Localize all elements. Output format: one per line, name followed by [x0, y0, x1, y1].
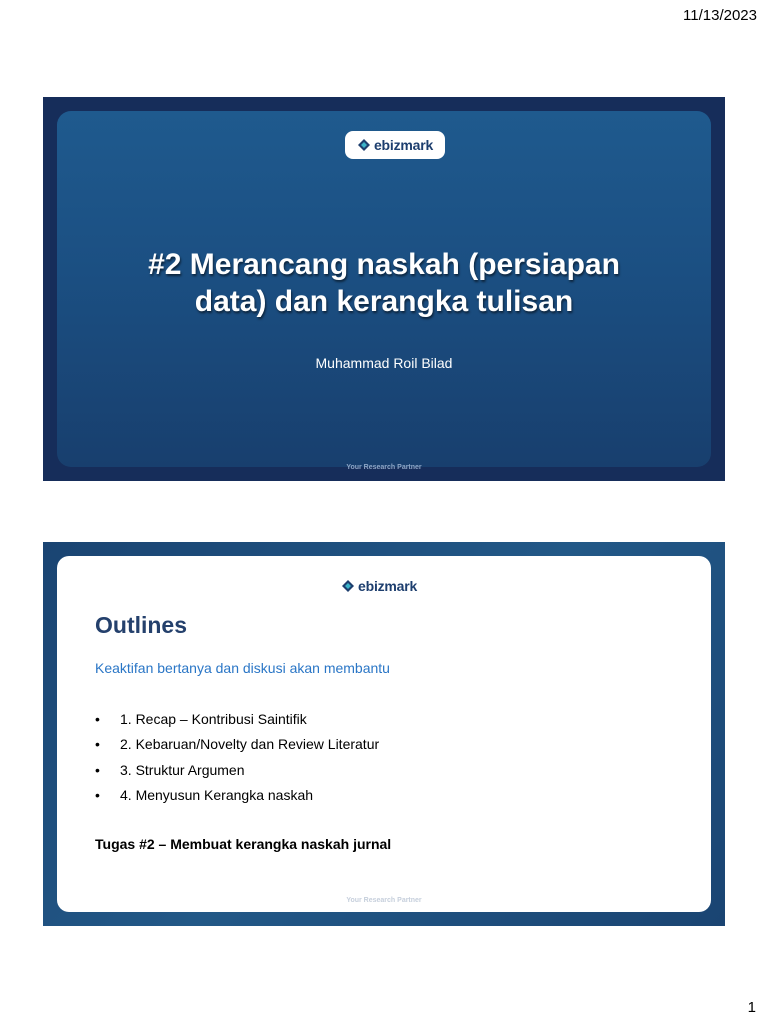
bullet-icon: • — [95, 710, 100, 727]
slide-1-title-line-1: #2 Merancang naskah (persiapan — [148, 248, 620, 281]
brand-logo-text: ebizmark — [358, 578, 418, 594]
outline-list — [95, 706, 379, 808]
slide-2-outline-slide — [43, 542, 725, 926]
bullet-icon: • — [95, 761, 100, 778]
brand-logo-text: ebizmark — [373, 137, 434, 153]
outline-item — [95, 783, 379, 809]
slide-2-panel — [57, 556, 711, 912]
slide-2-tagline: Your Research Partner — [346, 897, 422, 904]
slide-1-panel — [57, 111, 711, 471]
slide-1-title-slide — [43, 97, 725, 481]
outline-item — [95, 706, 379, 732]
outline-item-text: 1. Recap – Kontribusi Saintifik — [120, 710, 307, 727]
page-date: 11/13/2023 — [683, 7, 757, 24]
outline-item — [95, 732, 379, 758]
ebizmark-logo-icon — [341, 579, 355, 593]
outline-item-text: 4. Menyusun Kerangka naskah — [120, 787, 314, 804]
outline-item-text: 3. Struktur Argumen — [120, 761, 245, 778]
ebizmark-logo-icon — [357, 138, 371, 152]
slide-1-title — [57, 246, 711, 320]
slide-2-subtitle: Keaktifan bertanya dan diskusi akan membantu — [95, 660, 390, 676]
bullet-icon: • — [95, 787, 100, 804]
brand-logo — [341, 578, 417, 594]
slide-1-author: Muhammad Roil Bilad — [315, 355, 453, 371]
assignment-text: Tugas #2 – Membuat kerangka naskah jurnal — [95, 836, 392, 852]
brand-logo — [345, 131, 445, 159]
outline-item-text: 2. Kebaruan/Novelty dan Review Literatur — [120, 736, 380, 753]
slide-1-title-line-2: data) dan kerangka tulisan — [194, 285, 574, 318]
slide-2-title: Outlines — [95, 612, 188, 638]
outline-item — [95, 757, 379, 783]
page-number: 1 — [747, 999, 756, 1016]
bullet-icon: • — [95, 736, 100, 753]
slide-1-tagline: Your Research Partner — [346, 464, 422, 471]
